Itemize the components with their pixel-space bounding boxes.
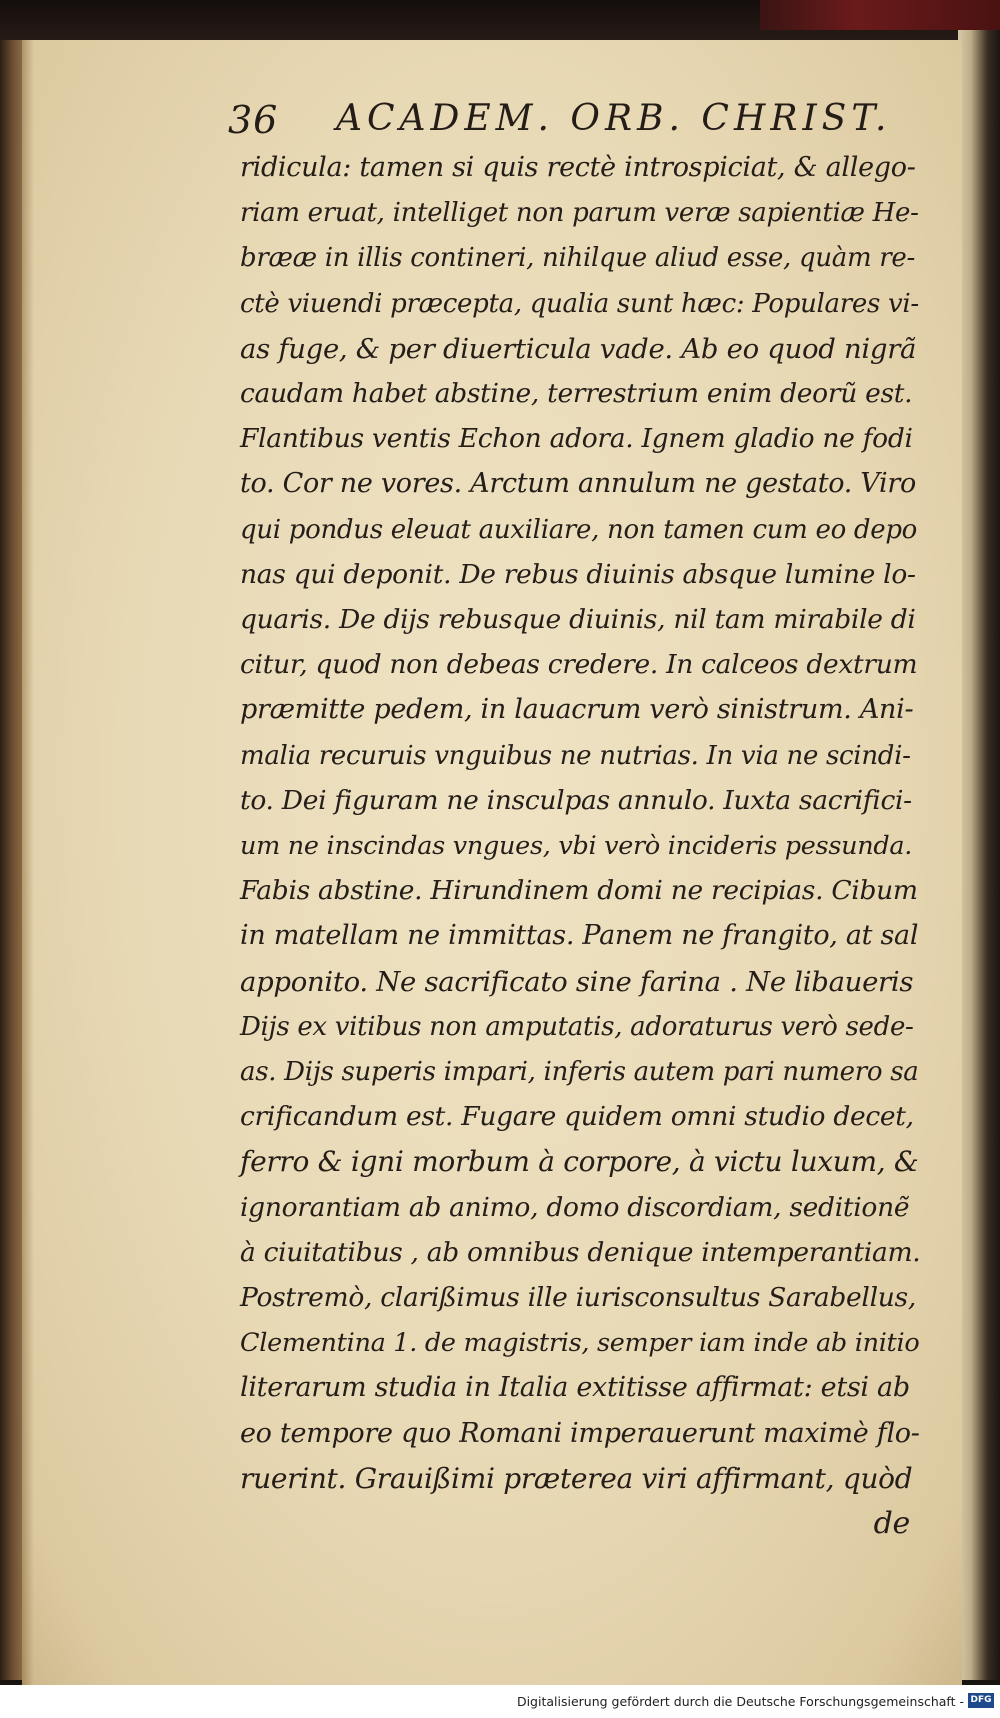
text-line: um ne inscindas vngues, vbi verò incideris pessunda. — [240, 831, 913, 861]
text-line: to. Dei figuram ne insculpas annulo. Iuxta sacrifici- — [240, 784, 912, 816]
digitization-credit: Digitalisierung gefördert durch die Deutsche Forschungsgemeinschaft - — [516, 1694, 964, 1709]
text-line: riam eruat, intelliget non parum veræ sapientiæ He- — [240, 198, 919, 229]
running-head: ACADEM. ORB. CHRIST. — [336, 98, 892, 139]
catchword: de — [873, 1506, 910, 1541]
text-line: as fuge, & per diuerticula vade. Ab eo quod nigrã — [240, 332, 917, 365]
text-line: ignorantiam ab animo, domo discordiam, seditionẽ — [240, 1191, 910, 1223]
page-left-edge — [0, 40, 22, 1680]
text-line: ferro & igni morbum à corpore, à victu luxum, & — [240, 1145, 919, 1179]
page-header — [228, 92, 908, 146]
text-line: qui pondus eleuat auxiliare, non tamen cum eo depo — [240, 514, 918, 545]
text-line: apponito. Ne sacrificato sine farina . Ne libaueris — [240, 965, 914, 998]
text-line: as. Dijs superis impari, inferis autem pari numero sa — [240, 1057, 919, 1087]
text-line: præmitte pedem, in lauacrum verò sinistrum. Ani- — [240, 694, 914, 726]
text-line: ridicula: tamen si quis rectè introspiciat, & allego- — [240, 152, 916, 183]
text-line: ruerint. Grauißimi præterea viri affirmant, quòd — [240, 1461, 913, 1495]
text-line: Flantibus ventis Echon adora. Ignem gladio ne fodi — [240, 423, 913, 455]
page-right-gutter — [958, 30, 1000, 1680]
text-line: crificandum est. Fugare quidem omni studio decet, — [240, 1101, 914, 1133]
text-line: quaris. De dijs rebusque diuinis, nil tam mirabile di — [240, 604, 916, 635]
text-line: malia recuruis vnguibus ne nutrias. In via ne scindi- — [240, 740, 911, 771]
text-line: Postremò, clarißimus ille iurisconsultus Sarabellus, — [240, 1282, 916, 1313]
text-line: Fabis abstine. Hirundinem domi ne recipias. Cibum — [240, 875, 918, 907]
text-line: to. Cor ne vores. Arctum annulum ne gestato. Viro — [240, 468, 916, 500]
footer-bar — [0, 1685, 1000, 1718]
text-line: à ciuitatibus , ab omnibus denique intemperantiam. — [240, 1236, 921, 1268]
binding-strip — [760, 0, 1000, 30]
text-line: in matellam ne immittas. Panem ne frangito, at sal — [240, 920, 919, 952]
text-line: Dijs ex vitibus non amputatis, adoraturus verò sede- — [240, 1011, 914, 1042]
body-text — [240, 150, 930, 1541]
text-line: nas qui deponit. De rebus diuinis absque lumine lo- — [240, 558, 916, 590]
page-number: 36 — [228, 98, 279, 142]
text-line: literarum studia in Italia extitisse affirmat: etsi ab — [240, 1372, 910, 1404]
text-line: brææ in illis contineri, nihilque aliud esse, quàm re- — [240, 243, 915, 274]
text-line: eo tempore quo Romani imperauerunt maximè flo- — [240, 1417, 920, 1449]
text-line: citur, quod non debeas credere. In calceos dextrum — [240, 649, 918, 681]
text-line: ctè viuendi præcepta, qualia sunt hæc: Populares vi- — [240, 288, 919, 319]
dfg-logo: DFG — [968, 1693, 994, 1708]
text-line: caudam habet abstine, terrestrium enim deorũ est. — [240, 378, 913, 409]
text-line: Clementina 1. de magistris, semper iam inde ab initio — [240, 1328, 920, 1359]
